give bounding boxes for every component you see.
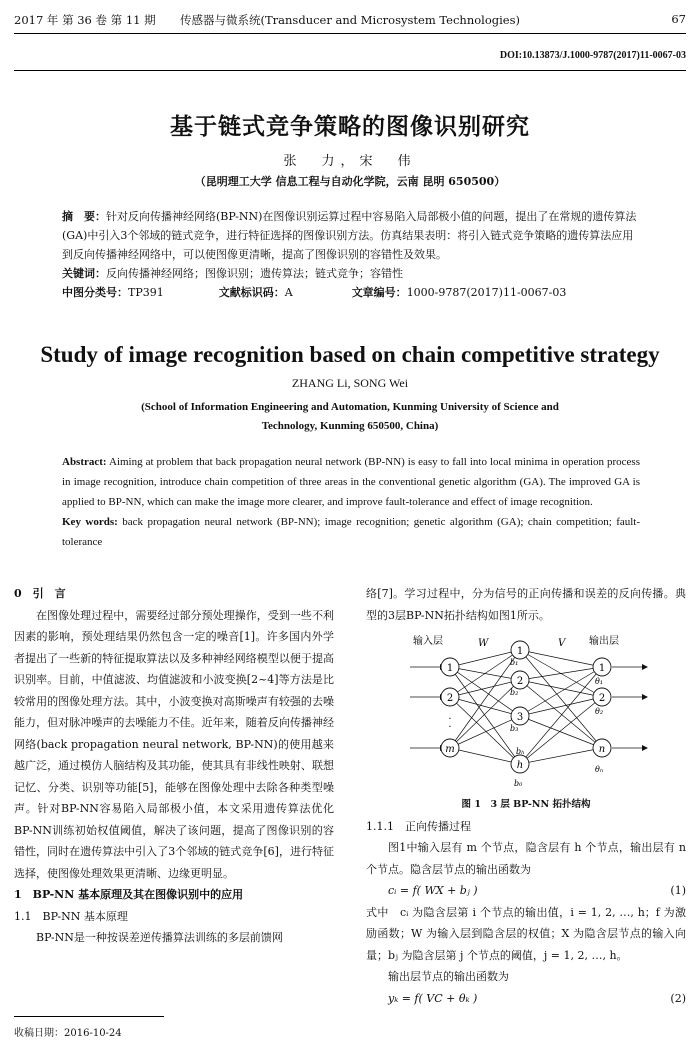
abstract-en-label: Abstract: bbox=[62, 456, 107, 468]
intro-paragraph: 在图像处理过程中，需要经过部分预处理操作，受到一些不利因素的影响，预处理结果仍然包含一定的噪音[1]。许多国内外学者提出了一些新的特征提取算法以及多种神经网络模型以便于提高识别率。目前，中值滤波、均值滤波和小波变换[2~4]等方法是比较常用的图像处理方法。其中，小波变换对高斯噪声有较强的去噪能力，但对脉冲噪声的去噪能力不佳。近年来，随着反向传播神经网络(back propagation neural network, BP-NN)的使用越来越广泛，通过模仿人脑结构及其功能，使其具有非线性映射、联想记忆、分类、识别等功能[5]，能够在图像处理中去除各种类型噪声。针对BP-NN容易陷入局部极小值，本文采用遗传算法优化BP-NN训练初始权值阈值，解决了该问题，提高了图像识别的容错性，同时在遗传算法中引入了3个邻域的链式竞争[6]，进行特征选择，使图像处理效果更清晰、边缘更明显。 bbox=[14, 608, 334, 880]
doi-rule bbox=[14, 70, 686, 71]
bias-b1: b₁ bbox=[510, 658, 519, 667]
abstract-cn-text: 针对反向传播神经网络(BP-NN)在图像识别运算过程中容易陷入局部极小值的问题，提出了在常规的遗传算法(GA)中引入3个邻域的链式竞争，进行特征选择的图像识别方法。仿真结果表明：将引入链式竞争策略的遗传算法应用到反向传播神经网络中，可以使图像更清晰，提高了图像识别的容错性及效果。 bbox=[62, 210, 637, 261]
equation-2: yₖ = f( VC + θₖ ) (2) bbox=[388, 991, 686, 1005]
input-layer-label: 输入层 bbox=[413, 636, 443, 647]
equation-1: cᵢ = f( WX + bⱼ ) (1) bbox=[388, 884, 686, 897]
hidden-node-h-label: h bbox=[516, 760, 524, 771]
theta-n: θₙ bbox=[595, 765, 604, 774]
header-rule bbox=[14, 33, 686, 34]
affiliation-en: (School of Information Engineering and Automation, Kunming University of Science and Technology, Kunming 650500, China) bbox=[141, 401, 559, 432]
theta-2: θ₂ bbox=[595, 707, 604, 716]
input-ellipsis: · bbox=[448, 714, 452, 725]
bias-b0: b₀ bbox=[514, 779, 523, 788]
section-1-1-text: BP-NN是一种按误差逆传播算法训练的多层前馈网 bbox=[36, 931, 283, 944]
bias-b2: b₂ bbox=[510, 688, 519, 697]
received-date: 收稿日期：2016-10-24 bbox=[14, 1028, 122, 1039]
bias-b3: b₃ bbox=[510, 724, 519, 733]
right-column bbox=[366, 583, 686, 1009]
hidden-node-2-label: 2 bbox=[516, 676, 524, 687]
section-1-title: 1 BP-NN 基本原理及其在图像识别中的应用 bbox=[14, 888, 244, 901]
affiliation-cn: （昆明理工大学 信息工程与自动化学院，云南 昆明 650500） bbox=[194, 175, 506, 188]
authors-cn: 张 力，宋 伟 bbox=[283, 154, 417, 169]
weight-v-label: V bbox=[558, 638, 566, 649]
abstract-en bbox=[62, 452, 640, 552]
keywords-en-label: Key words: bbox=[62, 516, 118, 528]
output-node-2-label: 2 bbox=[598, 693, 606, 704]
title-cn: 基于链式竞争策略的图像识别研究 bbox=[170, 113, 530, 140]
bp-nn-topology-figure bbox=[366, 632, 686, 794]
section-1-1-title: 1.1 BP-NN 基本原理 bbox=[14, 909, 128, 923]
hidden-node-1-label: 1 bbox=[516, 646, 524, 657]
keywords-cn-text: 反向传播神经网络；图像识别；遗传算法；链式竞争；容错性 bbox=[106, 267, 403, 280]
section-1-1-1-para-1: 图1中输入层有 m 个节点，隐含层有 h 个节点，输出层有 n 个节点。隐含层节点的输出函数为 bbox=[366, 841, 686, 876]
section-1-1-1-para-3: 输出层节点的输出函数为 bbox=[388, 970, 509, 983]
header-page-number: 67 bbox=[671, 12, 686, 26]
figure-1-caption: 图 1 3 层 BP-NN 拓扑结构 bbox=[461, 799, 591, 810]
bias-bh: bₕ bbox=[516, 747, 525, 756]
header-journal-issue: 2017 年 第 36 卷 第 11 期 bbox=[14, 13, 156, 27]
authors-en: ZHANG Li, SONG Wei bbox=[291, 376, 409, 390]
abstract-cn bbox=[62, 207, 640, 302]
svg-text:·: · bbox=[448, 722, 452, 733]
left-column bbox=[14, 583, 334, 949]
classification-line: 中图分类号：TP391 文献标识码：A 文章编号：1000-9787(2017)11-0067-03 bbox=[62, 286, 567, 299]
theta-1: θ₁ bbox=[595, 677, 604, 686]
input-node-m-label: m bbox=[445, 744, 455, 755]
input-node-2-label: 2 bbox=[446, 693, 454, 704]
weight-w-label: W bbox=[478, 638, 489, 649]
hidden-node-3-label: 3 bbox=[516, 712, 524, 723]
doi: DOI:10.13873/J.1000-9787(2017)11-0067-03 bbox=[499, 50, 686, 61]
keywords-en-text: back propagation neural network (BP-NN); image recognition; genetic algorithm (GA); chain competition; fault-tolerance bbox=[62, 516, 641, 548]
output-node-1-label: 1 bbox=[598, 663, 606, 674]
section-0-title: 0 引 言 bbox=[14, 587, 66, 600]
continued-paragraph: 络[7]。学习过程中，分为信号的正向传播和误差的反向传播。典型的3层BP-NN拓扑结构如图1所示。 bbox=[366, 587, 686, 622]
abstract-cn-label: 摘 要： bbox=[62, 210, 106, 223]
input-node-1-label: 1 bbox=[446, 663, 454, 674]
output-layer-label: 输出层 bbox=[589, 636, 619, 647]
footnote-rule bbox=[14, 1016, 164, 1017]
section-1-1-1-title: 1.1.1 正向传播过程 bbox=[366, 819, 471, 833]
keywords-cn-label: 关键词： bbox=[62, 267, 106, 280]
abstract-en-text: Aiming at problem that back propagation neural network (BP-NN) is easy to fall into local minima in operation process in image recognition, introduce chain competition of three areas in the conventional genetic algorithm (GA). The improved GA is applied to BP-NN, which can make the image more clearer, and improve fault-tolerance and effect of image recognition. bbox=[62, 456, 640, 508]
header-journal-name: 传感器与微系统(Transducer and Microsystem Technologies) bbox=[180, 13, 520, 27]
output-node-n-label: n bbox=[598, 744, 606, 755]
section-1-1-1-para-2: 式中 cᵢ 为隐含层第 i 个节点的输出值，i = 1, 2, …, h；f 为激励函数；W 为输入层到隐含层的权值；X 为隐含层节点的输入向量；bⱼ 为隐含层第 j 个节点的阈值，j = 1, 2, …, h。 bbox=[366, 905, 686, 962]
title-en: Study of image recognition based on chain competitive strategy bbox=[40, 342, 660, 367]
